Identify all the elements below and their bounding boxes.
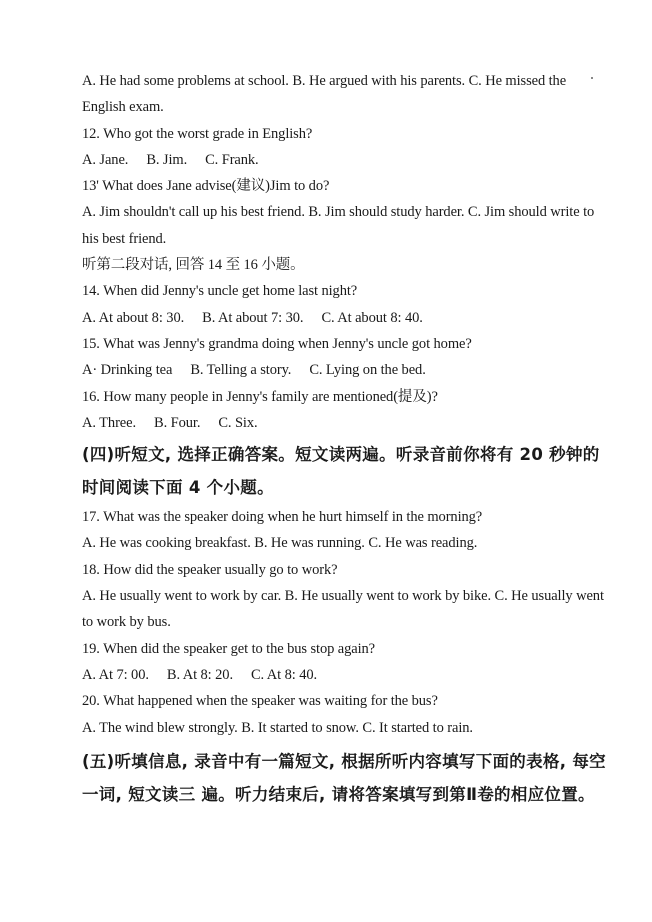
q12-option-b: B. Jim. bbox=[146, 151, 188, 168]
q14-option-b: B. At about 7: 30. bbox=[202, 309, 304, 326]
q19-options bbox=[82, 662, 612, 688]
q13-question: 13' What does Jane advise(建议)Jim to do? bbox=[82, 178, 330, 195]
q11-options: A. He had some problems at school. B. He argued with his parents. C. He missed the English exam. bbox=[82, 73, 567, 116]
q18-options: A. He usually went to work by car. B. He usually went to work by bike. C. He usually went to work by bus. bbox=[82, 588, 604, 631]
section-instruction: 听第二段对话, 回答 14 至 16 小题。 bbox=[82, 257, 305, 274]
q12-option-a: A. Jane. bbox=[82, 151, 129, 168]
q17-question: 17. What was the speaker doing when he hurt himself in the morning? bbox=[82, 509, 483, 526]
q12-question: 12. Who got the worst grade in English? bbox=[82, 125, 313, 142]
q14-options bbox=[82, 305, 612, 331]
q19-question: 19. When did the speaker get to the bus stop again? bbox=[82, 640, 376, 657]
q18-question: 18. How did the speaker usually go to work? bbox=[82, 561, 338, 578]
q19-option-a: A. At 7: 00. bbox=[82, 666, 149, 683]
q14-option-a: A. At about 8: 30. bbox=[82, 309, 185, 326]
q15-option-a: A· Drinking tea bbox=[82, 362, 173, 379]
q15-option-b: B. Telling a story. bbox=[190, 362, 292, 379]
q16-option-c: C. Six. bbox=[218, 414, 258, 431]
q19-option-b: B. At 8: 20. bbox=[166, 666, 233, 683]
q15-options bbox=[82, 357, 612, 383]
section-five-heading: (五)听填信息, 录音中有一篇短文, 根据所听内容填写下面的表格, 每空一词, 短文读三 遍。听力结束后, 请将答案填写到第Ⅱ卷的相应位置。 bbox=[82, 751, 606, 804]
exam-page bbox=[82, 68, 612, 811]
q15-option-c: C. Lying on the bed. bbox=[309, 362, 426, 379]
q12-options bbox=[82, 147, 612, 173]
q16-option-a: A. Three. bbox=[82, 414, 136, 431]
q13-options: A. Jim shouldn't call up his best friend. B. Jim should study harder. C. Jim should write to his best friend. bbox=[82, 204, 595, 247]
q16-option-b: B. Four. bbox=[154, 414, 201, 431]
section-four-heading: (四)听短文, 选择正确答案。短文读两遍。听录音前你将有 20 秒钟的时间阅读下面 4 个小题。 bbox=[82, 445, 600, 498]
q16-question: 16. How many people in Jenny's family are mentioned(提及)? bbox=[82, 388, 438, 405]
q20-question: 20. What happened when the speaker was waiting for the bus? bbox=[82, 693, 438, 710]
q14-option-c: C. At about 8: 40. bbox=[321, 309, 423, 326]
q12-option-c: C. Frank. bbox=[205, 151, 259, 168]
q17-options: A. He was cooking breakfast. B. He was running. C. He was reading. bbox=[82, 535, 478, 552]
q16-options bbox=[82, 410, 612, 436]
q15-question: 15. What was Jenny's grandma doing when Jenny's uncle got home? bbox=[82, 335, 472, 352]
q19-option-c: C. At 8: 40. bbox=[250, 666, 318, 683]
q20-options: A. The wind blew strongly. B. It started to snow. C. It started to rain. bbox=[82, 719, 473, 736]
q14-question: 14. When did Jenny's uncle get home last night? bbox=[82, 283, 358, 300]
